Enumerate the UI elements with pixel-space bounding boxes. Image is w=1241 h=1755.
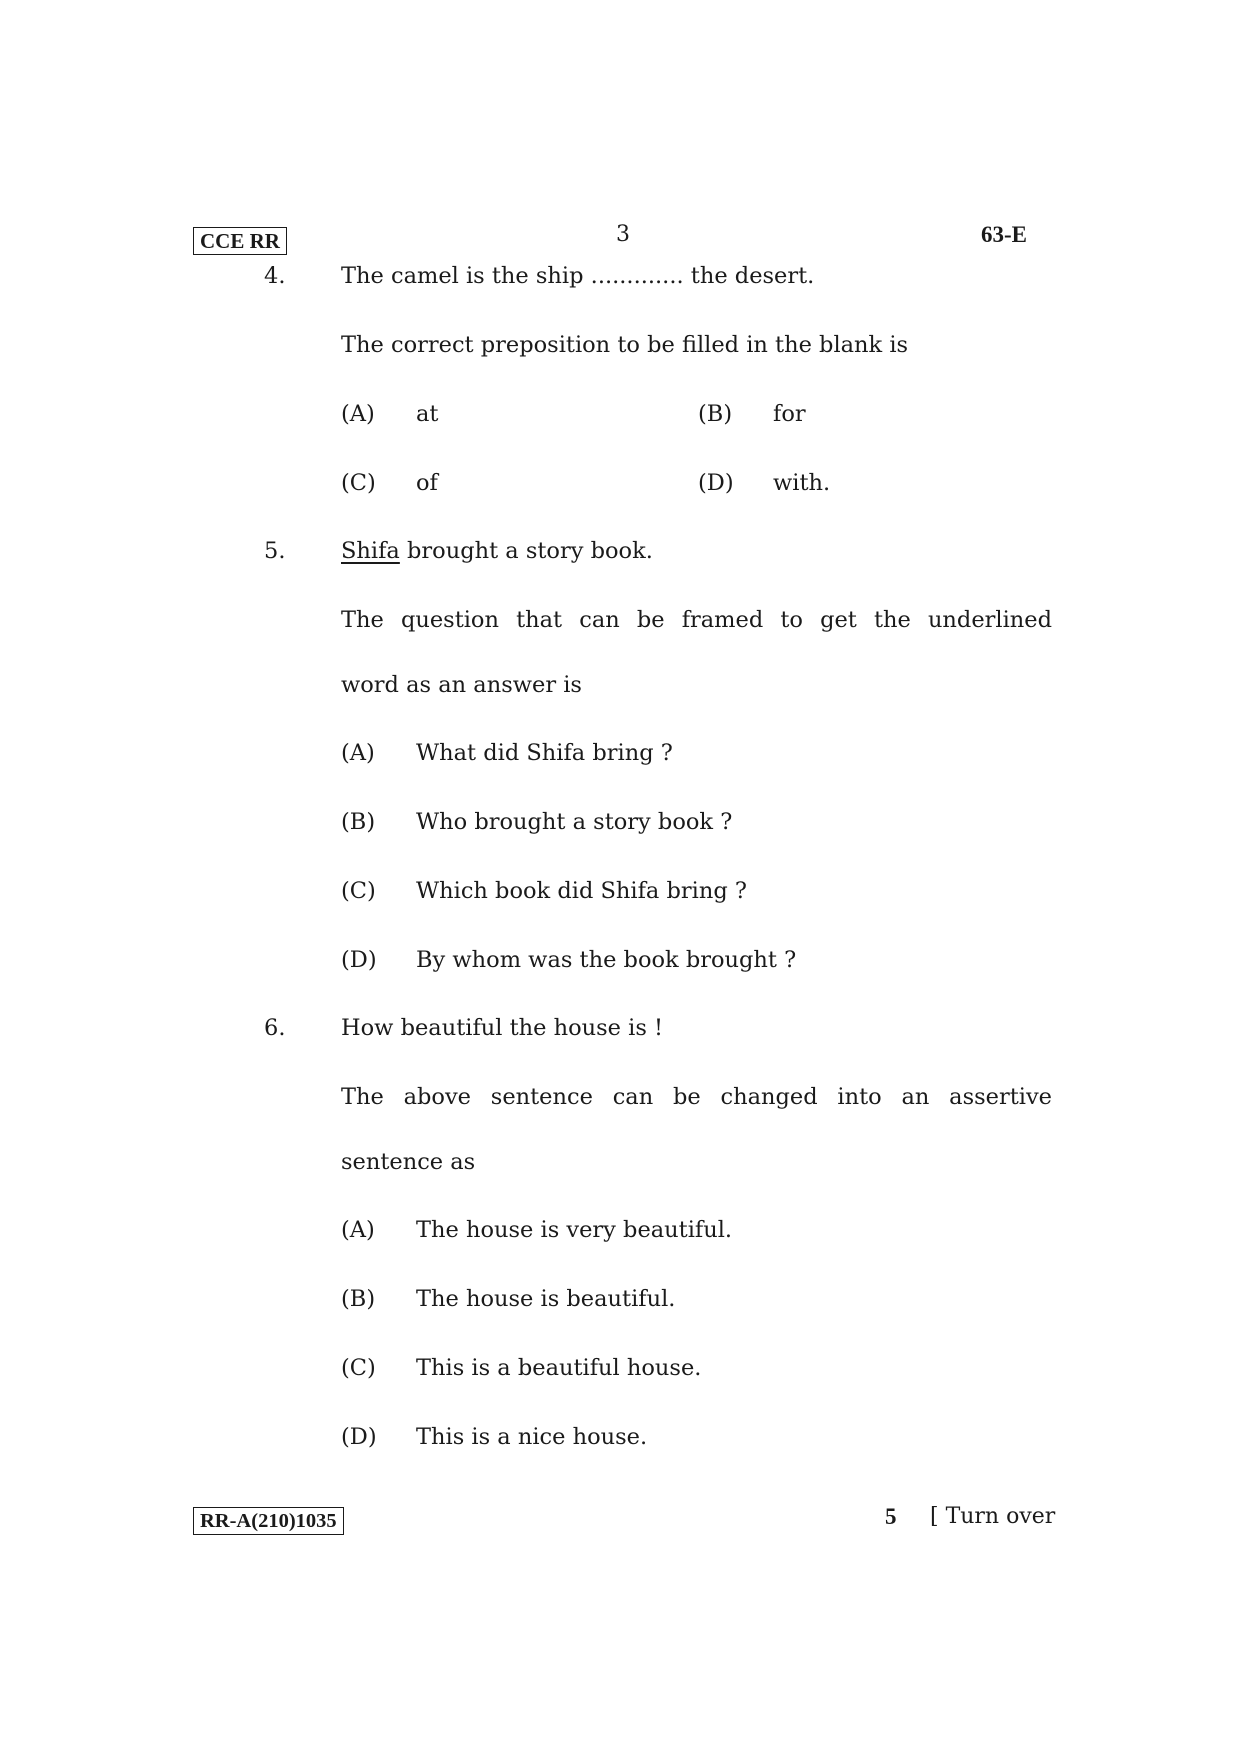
option-text: for	[773, 401, 806, 427]
stem-rest: brought a story book.	[399, 538, 653, 564]
option-label: (C)	[341, 878, 376, 904]
option-text: at	[416, 401, 439, 427]
option-text: The house is beautiful.	[416, 1286, 676, 1312]
option-label: (C)	[341, 470, 376, 496]
question-prompt-line1: The question that can be framed to get the underlined	[341, 607, 1052, 633]
page-number: 3	[616, 222, 630, 247]
option-text: This is a beautiful house.	[416, 1355, 702, 1381]
underlined-word: Shifa	[341, 538, 400, 564]
option-label: (A)	[341, 1217, 375, 1243]
option-label: (B)	[341, 809, 376, 835]
question-stem: How beautiful the house is !	[341, 1015, 664, 1041]
option-text: Who brought a story book ?	[416, 809, 733, 835]
footer-code-box: RR-A(210)1035	[193, 1507, 344, 1535]
option-text: This is a nice house.	[416, 1424, 648, 1450]
option-label: (A)	[341, 401, 375, 427]
option-label: (B)	[341, 1286, 376, 1312]
question-prompt-line1: The above sentence can be changed into an assertive	[341, 1084, 1052, 1110]
option-label: (B)	[698, 401, 733, 427]
option-text: Which book did Shifa bring ?	[416, 878, 747, 904]
question-stem	[341, 537, 653, 565]
option-text: of	[416, 470, 438, 496]
question-number: 4.	[264, 263, 286, 289]
question-number: 6.	[264, 1015, 286, 1041]
footer-page-number: 5	[885, 1504, 897, 1529]
header-code-box: CCE RR	[193, 227, 287, 255]
option-text: What did Shifa bring ?	[416, 740, 673, 766]
question-prompt-line2: sentence as	[341, 1149, 476, 1175]
option-label: (A)	[341, 740, 375, 766]
turn-over-note: [ Turn over	[930, 1504, 1056, 1529]
question-stem: The camel is the ship ............. the desert.	[341, 263, 815, 289]
option-label: (D)	[341, 947, 377, 973]
question-prompt-line2: word as an answer is	[341, 672, 582, 698]
question-prompt: The correct preposition to be filled in the blank is	[341, 332, 909, 358]
option-text: By whom was the book brought ?	[416, 947, 797, 973]
option-label: (C)	[341, 1355, 376, 1381]
option-label: (D)	[698, 470, 734, 496]
option-text: The house is very beautiful.	[416, 1217, 733, 1243]
question-number: 5.	[264, 538, 286, 564]
paper-code: 63-E	[981, 222, 1027, 247]
option-label: (D)	[341, 1424, 377, 1450]
option-text: with.	[773, 470, 831, 496]
